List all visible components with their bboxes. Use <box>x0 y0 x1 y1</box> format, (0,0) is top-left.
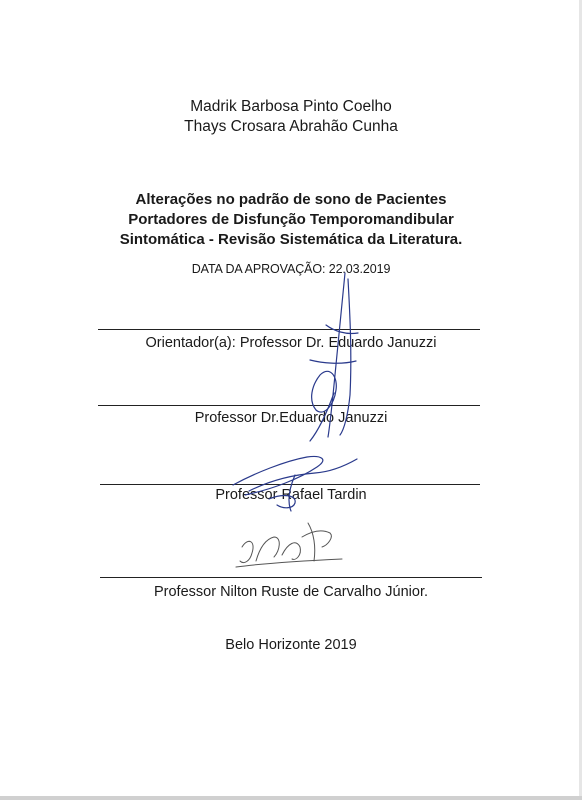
handwritten-signature-3 <box>230 517 350 577</box>
author-name-1: Madrik Barbosa Pinto Coelho <box>190 98 392 115</box>
handwritten-signature-1 <box>290 265 370 445</box>
author-name-2: Thays Crosara Abrahão Cunha <box>184 118 398 135</box>
signatory-3: Professor Rafael Tardin <box>215 487 367 503</box>
signature-line-2 <box>98 405 480 406</box>
signatory-2: Professor Dr.Eduardo Januzzi <box>194 410 388 426</box>
title-line-2: Portadores de Disfunção Temporomandibular <box>128 211 454 228</box>
approval-date: DATA DA APROVAÇÃO: 22.03.2019 <box>191 262 391 276</box>
title-line-1: Alterações no padrão de sono de Pacientes <box>135 191 447 208</box>
city-year: Belo Horizonte 2019 <box>225 637 357 653</box>
scan-edge-bottom <box>0 796 582 800</box>
signatory-4: Professor Nilton Ruste de Carvalho Júnior. <box>153 584 429 600</box>
title-line-3: Sintomática - Revisão Sistemática da Literatura. <box>119 231 463 248</box>
signatory-advisor: Orientador(a): Professor Dr. Eduardo Januzzi <box>145 335 437 351</box>
signature-line-4 <box>100 577 482 578</box>
handwritten-signature-2 <box>225 445 365 515</box>
signature-line-1 <box>98 329 480 330</box>
